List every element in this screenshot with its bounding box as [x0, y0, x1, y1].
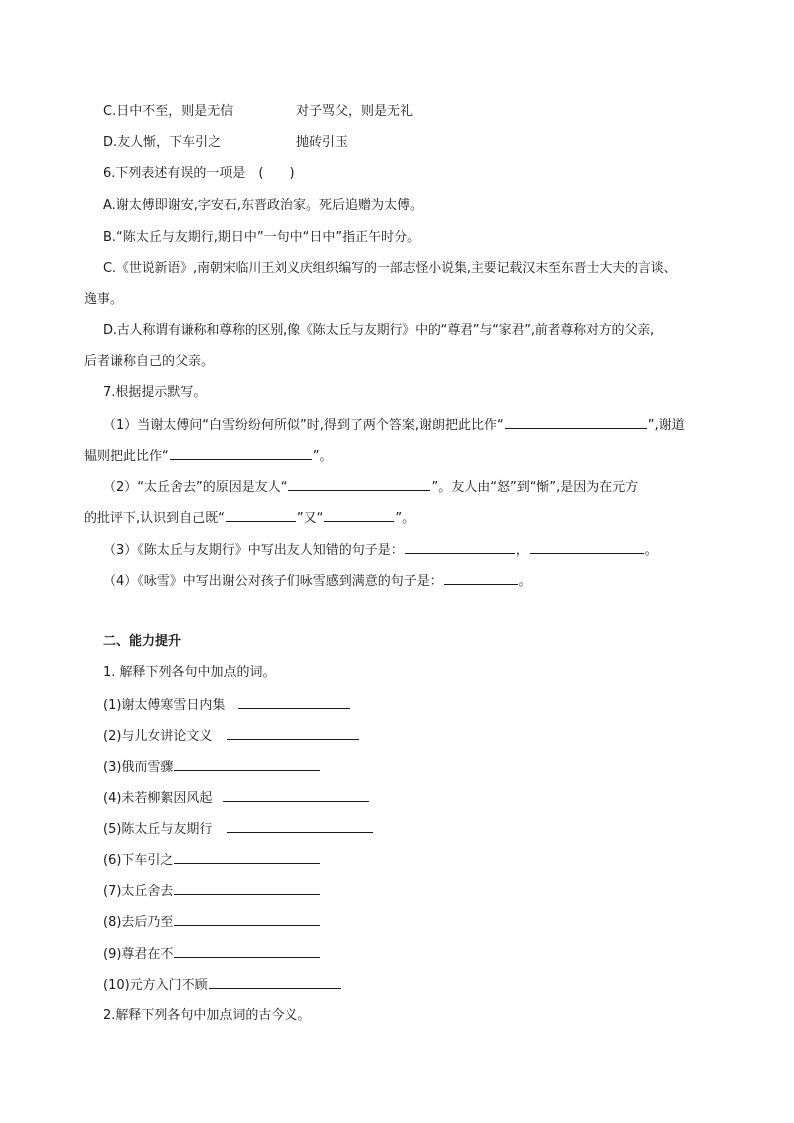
q5-option-d-left: D.友人惭，下车引之	[103, 135, 222, 150]
q6-option-c-line1: C.《世说新语》,南朝宋临川王刘义庆组织编写的一部志怪小说集,主要记载汉末至东晋士大夫的言谈、	[103, 261, 677, 276]
s2-q1-item-blank[interactable]	[223, 788, 369, 802]
q6-stem: 6.下列表述有误的一项是 ( )	[103, 166, 295, 181]
q7-item-4	[103, 571, 532, 592]
s2-q1-item	[103, 757, 321, 778]
s2-q1-item	[103, 944, 321, 965]
s2-q1-item	[103, 850, 321, 871]
q6-option-b: B.“陈太丘与友期行,期日中”一句中“日中”指正午时分。	[103, 230, 421, 245]
q7-item-4-text-b: 。	[518, 574, 532, 589]
q7-item-1-line2	[84, 446, 333, 467]
s2-q1-stem: 1. 解释下列各句中加点的词。	[103, 665, 276, 680]
q7-item-2-blank-1[interactable]	[288, 477, 430, 491]
q7-item-2-line2	[84, 508, 415, 529]
q7-item-3	[103, 540, 658, 561]
s2-q2-stem: 2.解释下列各句中加点词的古今义。	[103, 1008, 311, 1023]
q6-option-d-line2: 后者谦称自己的父亲。	[84, 354, 215, 369]
q7-item-4-blank[interactable]	[444, 571, 518, 585]
s2-q1-item-blank[interactable]	[227, 819, 373, 833]
s2-q1-item	[103, 881, 321, 902]
s2-q1-item-blank[interactable]	[174, 757, 320, 771]
s2-q1-item-text: (4)未若柳絮因风起	[103, 791, 213, 806]
s2-q1-item-blank[interactable]	[238, 695, 350, 709]
q7-item-3-text-b: ，	[515, 543, 529, 558]
q7-item-1-text-c: 韫则把此比作“	[84, 449, 169, 464]
q7-stem: 7.根据提示默写。	[103, 385, 207, 400]
s2-q1-item-blank[interactable]	[174, 850, 320, 864]
s2-q1-item	[103, 975, 342, 996]
q5-option-d-right: 抛砖引玉	[296, 135, 349, 150]
s2-q1-item-text: (2)与儿女讲论文义	[103, 729, 213, 744]
q7-item-1-blank-1[interactable]	[505, 415, 647, 429]
q7-item-3-blank-1[interactable]	[405, 540, 515, 554]
q6-option-a: A.谢太傅即谢安,字安石,东晋政治家。死后追赠为太傅。	[103, 198, 424, 213]
q7-item-1-text-a: （1）当谢太傅问“白雪纷纷何所似”时,得到了两个答案,谢朗把此比作“	[103, 418, 504, 433]
s2-q1-item-blank[interactable]	[174, 881, 320, 895]
q6-option-d-line1: D.古人称谓有谦称和尊称的区别,像《陈太丘与友期行》中的“尊君”与“家君”,前者尊称对方的父亲,	[103, 323, 654, 338]
s2-q1-item-text: (1)谢太傅寒雪日内集	[103, 698, 226, 713]
section-heading: 二、能力提升	[103, 634, 182, 649]
q7-item-3-text-c: 。	[644, 543, 658, 558]
s2-q1-item-text: (5)陈太丘与友期行	[103, 822, 213, 837]
q6-option-c-line2: 逸事。	[84, 292, 124, 307]
q7-item-2-text-a: （2）“太丘舍去”的原因是友人“	[103, 480, 288, 495]
q7-item-2-line1	[103, 477, 638, 498]
q7-item-1-text-d: ”。	[312, 449, 333, 464]
s2-q1-item-blank[interactable]	[227, 726, 359, 740]
s2-q1-item	[103, 912, 321, 933]
q7-item-1-text-b: ”,谢道	[647, 418, 685, 433]
s2-q1-item-text: (10)元方入门不顾	[103, 978, 208, 993]
q7-item-3-text-a: （3）《陈太丘与友期行》中写出友人知错的句子是：	[103, 543, 404, 558]
s2-q1-item	[103, 819, 374, 840]
s2-q1-item	[103, 695, 351, 716]
q7-item-2-blank-3[interactable]	[324, 508, 394, 522]
q7-item-2-blank-2[interactable]	[226, 508, 296, 522]
q7-item-2-text-c: 的批评下,认识到自己既“	[84, 511, 225, 526]
s2-q1-item-text: (7)太丘舍去	[103, 884, 174, 899]
q5-option-c-right: 对子骂父，则是无礼	[296, 104, 414, 119]
s2-q1-item-text: (3)俄而雪骤	[103, 760, 174, 775]
q7-item-1-blank-2[interactable]	[170, 446, 312, 460]
q7-item-2-text-e: ”。	[395, 511, 416, 526]
s2-q1-item-blank[interactable]	[209, 975, 341, 989]
q7-item-1-line1	[103, 415, 685, 436]
q7-item-2-text-d: ”又“	[296, 511, 324, 526]
q7-item-3-blank-2[interactable]	[530, 540, 644, 554]
q7-item-2-text-b: ”。友人由“怒”到“惭”,是因为在元方	[431, 480, 639, 495]
s2-q1-item	[103, 726, 360, 747]
s2-q1-item	[103, 788, 370, 809]
q5-option-c-left: C.日中不至，则是无信	[103, 104, 234, 119]
s2-q1-item-blank[interactable]	[174, 912, 320, 926]
s2-q1-item-text: (8)去后乃至	[103, 915, 174, 930]
q5-option-d	[103, 133, 221, 153]
q5-option-c	[103, 102, 233, 122]
s2-q1-item-text: (6)下车引之	[103, 853, 174, 868]
s2-q1-item-blank[interactable]	[174, 944, 320, 958]
s2-q1-item-text: (9)尊君在不	[103, 947, 174, 962]
q7-item-4-text-a: （4）《咏雪》中写出谢公对孩子们咏雪感到满意的句子是：	[103, 574, 443, 589]
